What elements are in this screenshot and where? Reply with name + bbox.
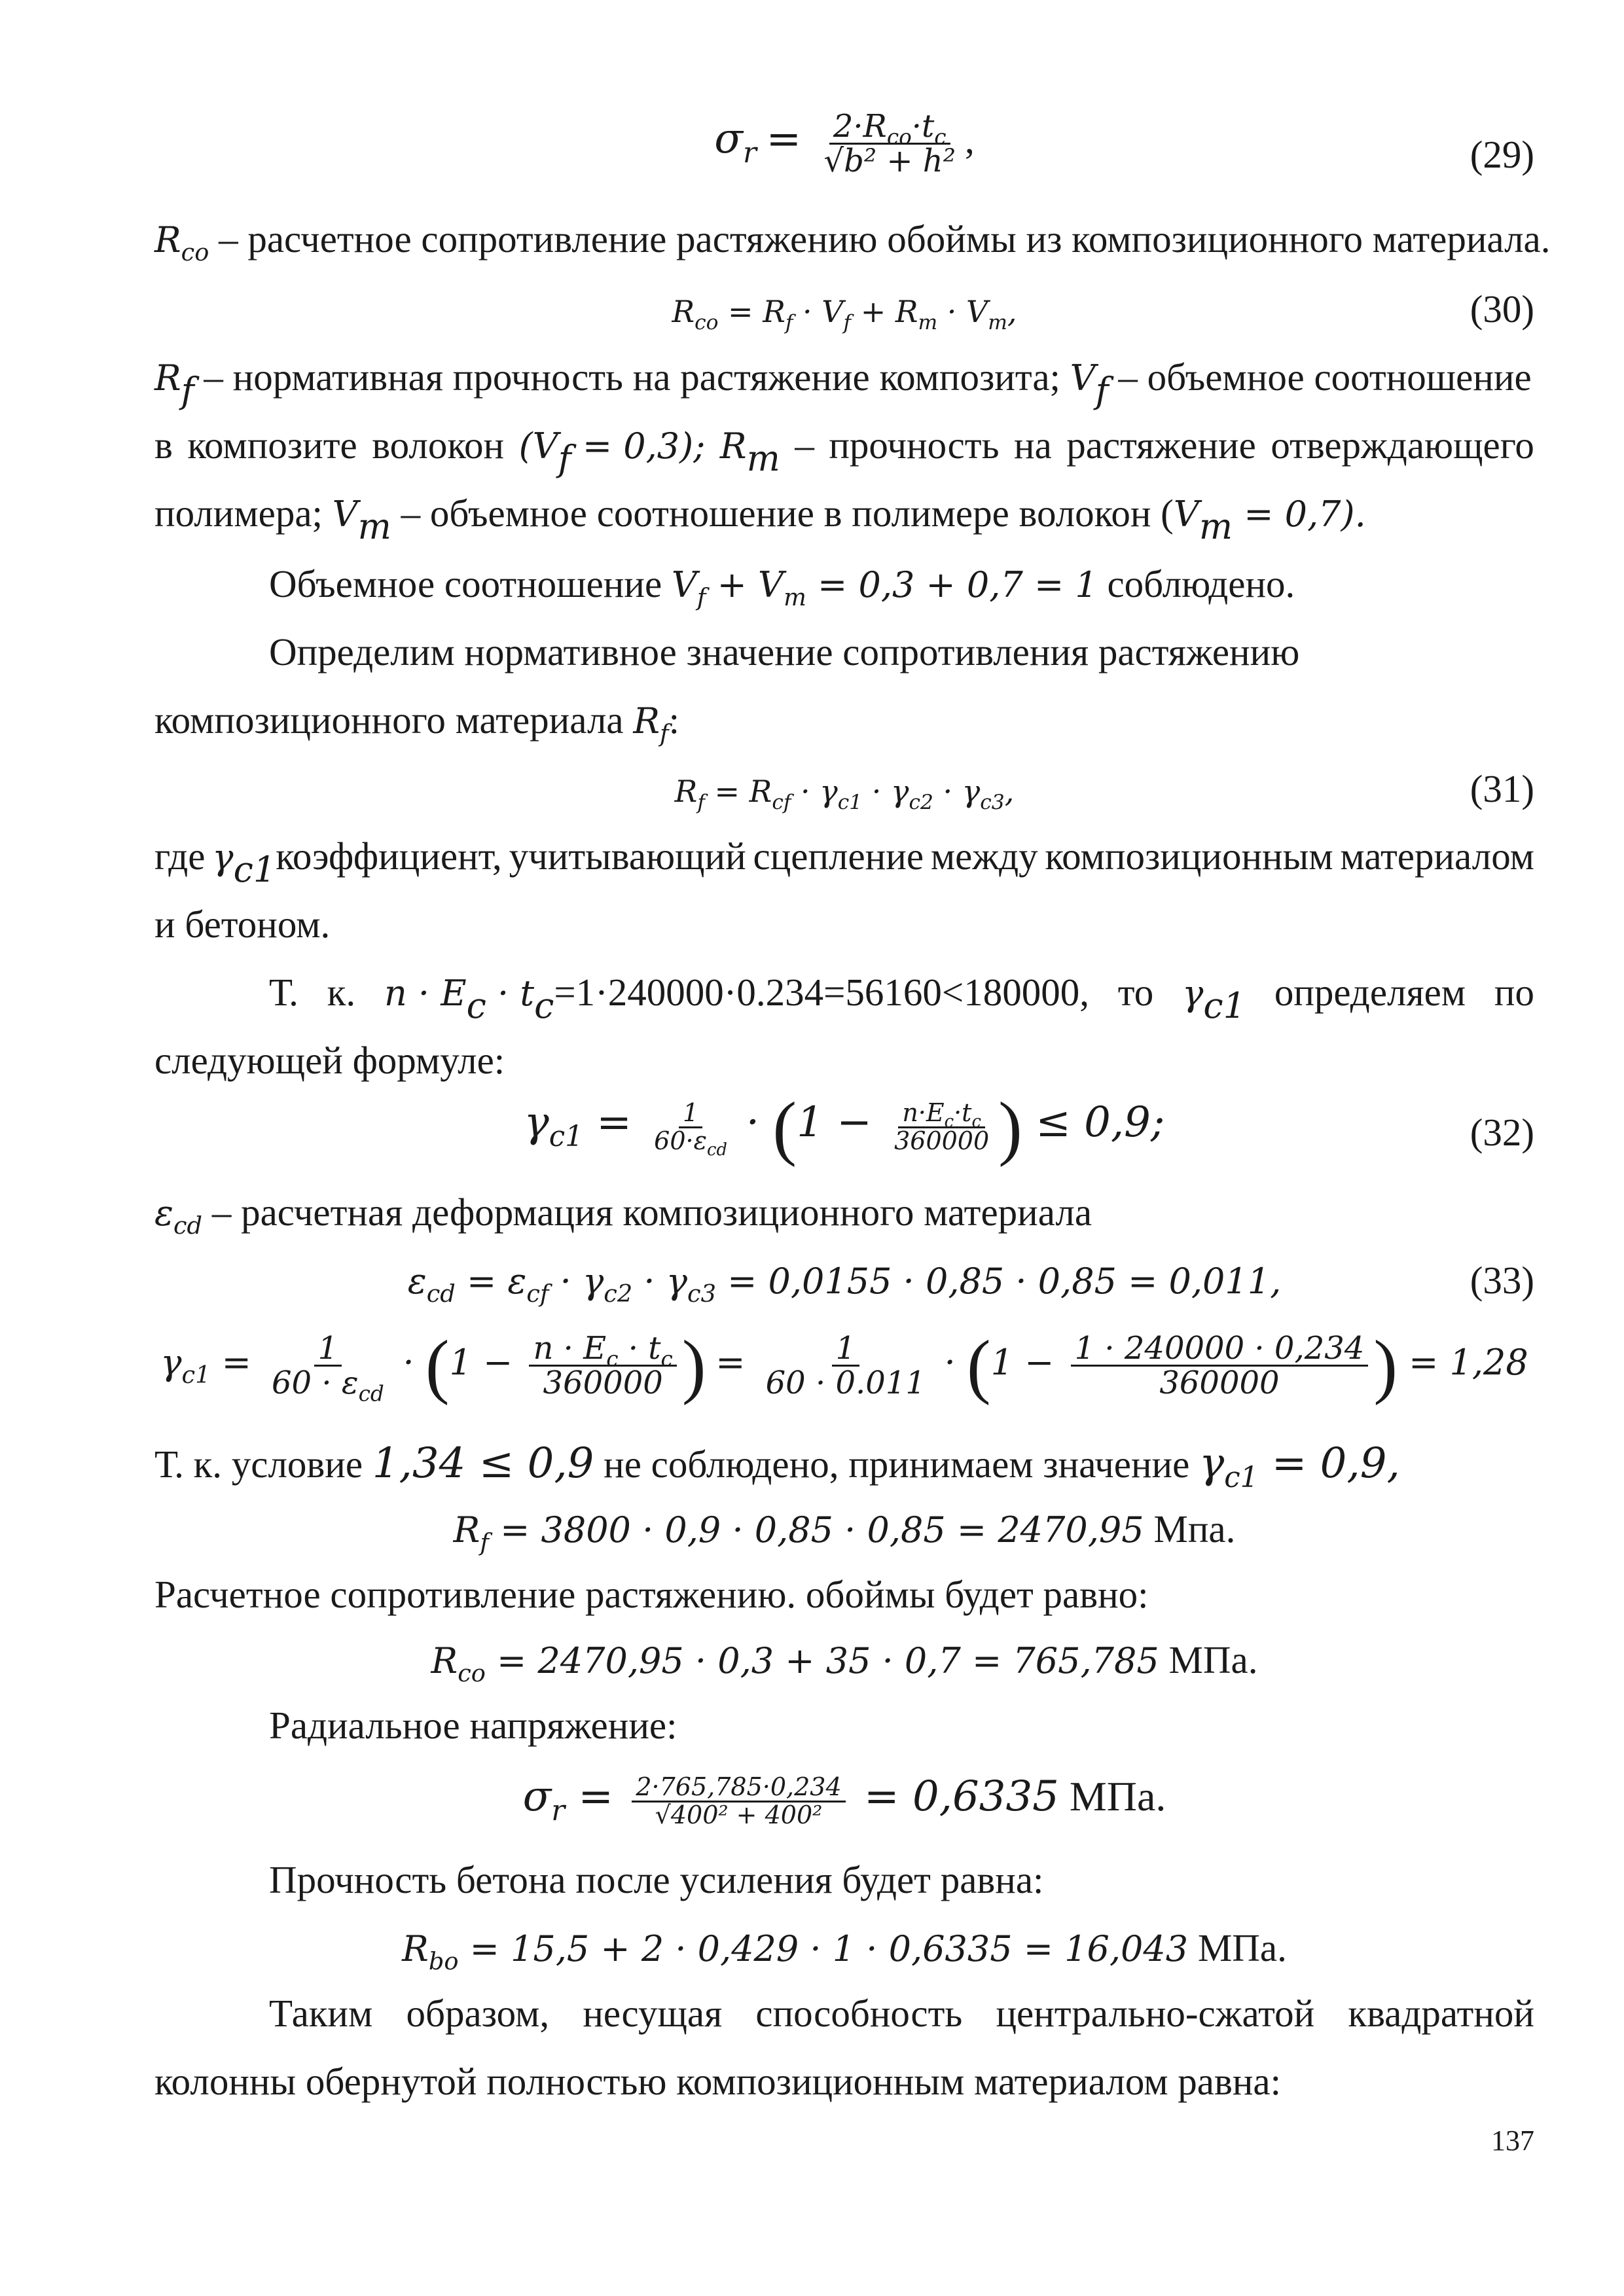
paragraph-rf-line-3: полимера; $V_m$ – объемное соотношение в полимере волокон $(V_m = 0,7)$. [154, 492, 1366, 547]
equation-rf-value: $R_f = 3800 \cdot 0,9 \cdot 0,85 \cdot 0,85 = 2470,95$ Мпа. [453, 1507, 1236, 1556]
equation-number-33: (33) [1470, 1259, 1534, 1302]
equation-number-30: (30) [1470, 287, 1534, 331]
paragraph-volume-ratio: Объемное соотношение $V_f + V_m = 0,3 + 0,7 = 1$ соблюдено. [269, 562, 1295, 611]
paragraph-define-rf-line-1: Определим нормативное значение сопротивления растяжению [269, 630, 1300, 673]
paragraph-eps-cd: $\varepsilon_{cd}$ – расчетная деформация композиционного материала [154, 1191, 1092, 1240]
equation-33: $\varepsilon_{cd} = \varepsilon_{cf} \cdot \gamma_{c2} \cdot \gamma_{c3} = 0,0155 \cdot 0,85 \cdot 0,85 = 0,011$, [407, 1261, 1282, 1308]
equation-rco-value: $R_{co} = 2470,95 \cdot 0,3 + 35 \cdot 0,7 = 765,785$ МПа. [431, 1638, 1258, 1687]
paragraph-rf-line-2: в композите волокон $(V_f = 0,3)$; $R_m$ – прочность на растяжение отверждающего [154, 423, 1534, 479]
paragraph-design-resistance: Расчетное сопротивление растяжению. обоймы будет равно: [154, 1573, 1149, 1616]
equation-sigma-r-value: $\sigma_r$ = $\frac{2\cdot 765,785\cdot 0,234}{\text{√400² + 400²}}$ = 0,6335 МПа. [522, 1772, 1166, 1829]
paragraph-radial-stress: Радиальное напряжение: [269, 1704, 677, 1747]
paragraph-rf-line-1: $R_f$ – нормативная прочность на растяжение композита; $V_f$ – объемное соотношение [154, 355, 1532, 411]
equation-30: $R_{co} = R_f \cdot V_f + R_m \cdot V_m$, [672, 294, 1017, 334]
equation-gamma-c1-calc: $\gamma_{c1}$ = 1 $60 \cdot \varepsilon_{cd}$ · (1 − $\frac{n \cdot E_c \cdot t_c}{360000}$ ) = $\frac{1}{60 \cdot 0.011}$ · (1 − $\frac{1 \cdot 240000 \cdot 0,234}{360000}$ ) = 1,28 [160, 1325, 1528, 1407]
equation-number-32: (32) [1470, 1111, 1534, 1154]
equation-31: $R_f = R_{cf} \cdot \gamma_{c1} \cdot \gamma_{c2} \cdot \gamma_{c3}$, [674, 774, 1015, 814]
paragraph-tk-line-1: Т. к. $n \cdot E_c \cdot t_c=1\cdot 240000\cdot 0.234=56160<180000$, то $\gamma_{c1}$ определяем по [269, 971, 1534, 1026]
paragraph-tk-line-2: следующей формуле: [154, 1039, 505, 1082]
paragraph-condition: Т. к. условие 1,34 ≤ 0,9 не соблюдено, принимаем значение $\gamma_{c1} = 0,9$, [154, 1439, 1400, 1495]
paragraph-rco-definition: $R_{co}$ – расчетное сопротивление растяжению обоймы из композиционного материала. [154, 217, 1551, 266]
paragraph-conclusion-line-2: колонны обернутой полностью композиционным материалом равна: [154, 2060, 1281, 2103]
paragraph-conclusion-line-1: Таким образом, несущая способность центрально-сжатой квадратной [269, 1992, 1534, 2035]
equation-rbo-value: $R_{bo} = 15,5 + 2 \cdot 0,429 \cdot 1 \cdot 0,6335 = 16,043$ МПа. [402, 1926, 1287, 1975]
paragraph-define-rf-line-2: композиционного материала $R_f$: [154, 698, 680, 747]
paragraph-gamma-c1-line-1: где $\gamma_{c1}коэффициент$, учитывающий сцепление между композиционным материалом [154, 834, 1534, 890]
equation-number-31: (31) [1470, 767, 1534, 810]
page-number: 137 [1491, 2125, 1534, 2157]
paragraph-concrete-strength: Прочность бетона после усиления будет равна: [269, 1858, 1044, 1901]
equation-number-29: (29) [1470, 133, 1534, 176]
equation-29: $\sigma_r$ = $2\cdot R_{co}\cdot t_c$ √b² + h² , [714, 108, 975, 180]
paragraph-gamma-c1-line-2: и бетоном. [154, 903, 331, 946]
equation-32: $\gamma_{c1}$ = 1 $60\cdot\varepsilon_{cd}$ · (1 − $\frac{n\cdot E_c\cdot t_c}{360000}$ ) ≤ 0,9; [524, 1087, 1165, 1168]
